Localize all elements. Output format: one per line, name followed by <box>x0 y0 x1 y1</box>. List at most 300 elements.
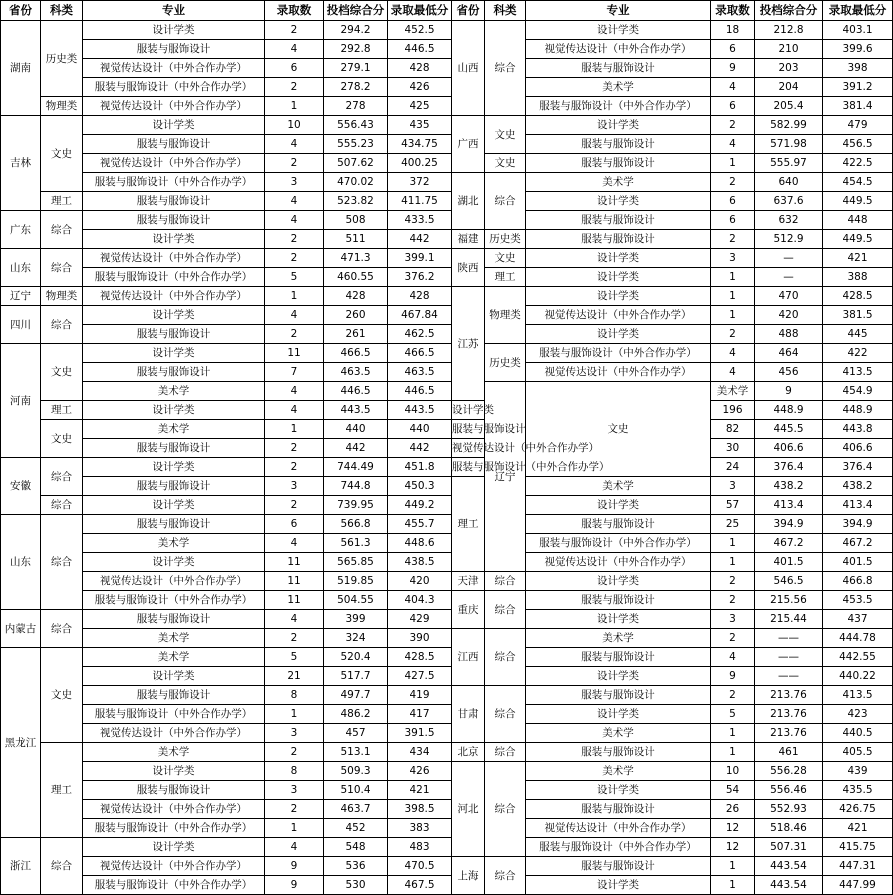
avg-score-cell: — <box>755 268 823 287</box>
avg-score-cell: 512.9 <box>755 230 823 249</box>
min-score-cell: 434 <box>388 743 452 762</box>
table-row <box>1 838 452 857</box>
admitted-count-cell: 2 <box>711 230 755 249</box>
avg-score-cell: 530 <box>324 876 388 895</box>
major-cell: 美术学 <box>83 534 265 553</box>
table-row <box>452 344 893 363</box>
min-score-cell: 413.5 <box>823 363 893 382</box>
min-score-cell: 448 <box>823 211 893 230</box>
admitted-count-cell: 4 <box>265 211 324 230</box>
min-score-cell: 466.8 <box>823 572 893 591</box>
min-score-cell: 381.4 <box>823 97 893 116</box>
major-cell: 服装与服饰设计 <box>526 686 711 705</box>
min-score-cell: 467.5 <box>388 876 452 895</box>
avg-score-cell: 456 <box>755 363 823 382</box>
admitted-count-cell: 1 <box>265 420 324 439</box>
major-cell: 设计学类 <box>526 705 711 724</box>
major-cell: 视觉传达设计（中外合作办学） <box>526 553 711 572</box>
major-cell: 服装与服饰设计（中外合作办学） <box>83 268 265 287</box>
category-cell: 综合 <box>485 743 526 762</box>
min-score-cell: 483 <box>388 838 452 857</box>
avg-score-cell: 428 <box>324 287 388 306</box>
avg-score-cell: 261 <box>324 325 388 344</box>
avg-score-cell: 561.3 <box>324 534 388 553</box>
category-cell: 理工 <box>41 743 83 838</box>
major-cell: 视觉传达设计（中外合作办学） <box>526 306 711 325</box>
category-cell: 理工 <box>452 477 485 572</box>
admitted-count-cell: 1 <box>265 705 324 724</box>
major-cell: 服装与服饰设计 <box>83 135 265 154</box>
major-cell: 服装与服饰设计 <box>83 192 265 211</box>
avg-score-cell: 454.9 <box>823 382 893 401</box>
min-score-cell: 398.5 <box>388 800 452 819</box>
category-cell: 文史 <box>485 249 526 268</box>
avg-score-cell: 511 <box>324 230 388 249</box>
major-cell: 服装与服饰设计（中外合作办学） <box>83 876 265 895</box>
category-cell: 文史 <box>41 116 83 192</box>
major-cell: 服装与服饰设计 <box>526 743 711 762</box>
header-row <box>452 1 893 21</box>
admitted-count-cell: 4 <box>265 382 324 401</box>
category-cell: 文史 <box>41 344 83 401</box>
major-cell: 美术学 <box>526 762 711 781</box>
admitted-count-cell: 3 <box>265 477 324 496</box>
province-cell: 辽宁 <box>485 382 526 572</box>
admitted-count-cell: 11 <box>265 344 324 363</box>
admitted-count-cell: 2 <box>711 591 755 610</box>
min-score-cell: 391.2 <box>823 78 893 97</box>
major-cell: 设计学类 <box>526 287 711 306</box>
admitted-count-cell: 24 <box>711 458 755 477</box>
avg-score-cell: 376.4 <box>755 458 823 477</box>
avg-score-cell: —— <box>755 648 823 667</box>
avg-score-cell: 466.5 <box>324 344 388 363</box>
min-score-cell: 421 <box>823 819 893 838</box>
min-score-cell: 404.3 <box>388 591 452 610</box>
major-cell: 服装与服饰设计 <box>83 40 265 59</box>
min-score-cell: 423 <box>823 705 893 724</box>
province-cell: 山西 <box>452 21 485 116</box>
major-cell: 视觉传达设计（中外合作办学） <box>83 724 265 743</box>
avg-score-cell: 520.4 <box>324 648 388 667</box>
avg-score-cell: 420 <box>755 306 823 325</box>
major-cell: 服装与服饰设计 <box>83 211 265 230</box>
min-score-cell: 399.1 <box>388 249 452 268</box>
min-score-cell: 439 <box>823 762 893 781</box>
min-score-cell: 425 <box>388 97 452 116</box>
major-cell: 设计学类 <box>526 572 711 591</box>
min-score-cell: 433.5 <box>388 211 452 230</box>
avg-score-cell: 739.95 <box>324 496 388 515</box>
avg-score-cell: 445.5 <box>755 420 823 439</box>
table-row <box>452 382 893 401</box>
major-cell: 视觉传达设计（中外合作办学） <box>526 40 711 59</box>
min-score-cell: 422.5 <box>823 154 893 173</box>
min-score-cell: 454.5 <box>823 173 893 192</box>
avg-score-cell: — <box>755 249 823 268</box>
min-score-cell: 449.2 <box>388 496 452 515</box>
admitted-count-cell: 2 <box>265 458 324 477</box>
major-cell: 服装与服饰设计（中外合作办学） <box>83 705 265 724</box>
header-category: 科类 <box>41 1 83 21</box>
province-cell: 天津 <box>452 572 485 591</box>
min-score-cell: 448.9 <box>823 401 893 420</box>
avg-score-cell: 213.76 <box>755 724 823 743</box>
avg-score-cell: 555.23 <box>324 135 388 154</box>
admitted-count-cell: 1 <box>711 876 755 895</box>
province-cell: 江苏 <box>452 287 485 401</box>
admitted-count-cell: 4 <box>711 344 755 363</box>
admitted-count-cell: 8 <box>265 686 324 705</box>
min-score-cell: 440.22 <box>823 667 893 686</box>
min-score-cell: 390 <box>388 629 452 648</box>
admitted-count-cell: 6 <box>265 59 324 78</box>
avg-score-cell: 294.2 <box>324 21 388 40</box>
min-score-cell: 442 <box>388 230 452 249</box>
major-cell: 服装与服饰设计 <box>452 420 485 439</box>
left-table-body <box>1 21 452 895</box>
admitted-count-cell: 3 <box>265 781 324 800</box>
table-row <box>452 743 893 762</box>
major-cell: 服装与服饰设计（中外合作办学） <box>83 591 265 610</box>
major-cell: 美术学 <box>526 78 711 97</box>
major-cell: 设计学类 <box>83 458 265 477</box>
major-cell: 服装与服饰设计 <box>526 135 711 154</box>
admitted-count-cell: 4 <box>265 135 324 154</box>
avg-score-cell: 513.1 <box>324 743 388 762</box>
min-score-cell: 446.5 <box>388 40 452 59</box>
province-cell: 广西 <box>452 116 485 173</box>
category-cell: 综合 <box>41 306 83 344</box>
admitted-count-cell: 4 <box>711 648 755 667</box>
table-row <box>1 21 452 40</box>
admitted-count-cell: 11 <box>265 553 324 572</box>
avg-score-cell: 443.54 <box>755 857 823 876</box>
category-cell: 综合 <box>485 21 526 116</box>
province-cell: 辽宁 <box>1 287 41 306</box>
min-score-cell: 442.55 <box>823 648 893 667</box>
admitted-count-cell: 3 <box>711 249 755 268</box>
major-cell: 视觉传达设计（中外合作办学） <box>83 249 265 268</box>
min-score-cell: 442 <box>388 439 452 458</box>
category-cell: 物理类 <box>41 287 83 306</box>
admitted-count-cell: 2 <box>711 686 755 705</box>
avg-score-cell: 565.85 <box>324 553 388 572</box>
min-score-cell: 445 <box>823 325 893 344</box>
avg-score-cell: 632 <box>755 211 823 230</box>
major-cell: 设计学类 <box>526 496 711 515</box>
admitted-count-cell: 25 <box>711 515 755 534</box>
major-cell: 设计学类 <box>526 249 711 268</box>
major-cell: 服装与服饰设计 <box>526 648 711 667</box>
avg-score-cell: 523.82 <box>324 192 388 211</box>
major-cell: 视觉传达设计（中外合作办学） <box>526 363 711 382</box>
avg-score-cell: 507.62 <box>324 154 388 173</box>
min-score-cell: 453.5 <box>823 591 893 610</box>
avg-score-cell: 508 <box>324 211 388 230</box>
major-cell: 设计学类 <box>526 610 711 629</box>
category-cell: 文史 <box>41 420 83 458</box>
admitted-count-cell: 6 <box>711 97 755 116</box>
min-score-cell: 376.4 <box>823 458 893 477</box>
table-row <box>1 458 452 477</box>
major-cell: 服装与服饰设计（中外合作办学） <box>526 534 711 553</box>
avg-score-cell: 446.5 <box>324 382 388 401</box>
table-row <box>1 648 452 667</box>
table-row <box>1 420 452 439</box>
avg-score-cell: 210 <box>755 40 823 59</box>
major-cell: 美术学 <box>83 648 265 667</box>
min-score-cell: 444.78 <box>823 629 893 648</box>
min-score-cell: 435.5 <box>823 781 893 800</box>
avg-score-cell: 215.56 <box>755 591 823 610</box>
min-score-cell: 394.9 <box>823 515 893 534</box>
min-score-cell: 429 <box>388 610 452 629</box>
province-cell: 甘肃 <box>452 686 485 743</box>
avg-score-cell: 279.1 <box>324 59 388 78</box>
avg-score-cell: 401.5 <box>755 553 823 572</box>
major-cell: 设计学类 <box>526 781 711 800</box>
avg-score-cell: 486.2 <box>324 705 388 724</box>
table-row <box>1 249 452 268</box>
admitted-count-cell: 5 <box>711 705 755 724</box>
major-cell: 设计学类 <box>83 230 265 249</box>
admitted-count-cell: 2 <box>265 325 324 344</box>
category-cell: 综合 <box>41 610 83 648</box>
major-cell: 设计学类 <box>83 116 265 135</box>
min-score-cell: 435 <box>388 116 452 135</box>
province-cell: 浙江 <box>1 838 41 895</box>
category-cell: 文史 <box>485 116 526 154</box>
admitted-count-cell: 1 <box>265 97 324 116</box>
min-score-cell: 411.75 <box>388 192 452 211</box>
table-row <box>1 97 452 116</box>
category-cell: 物理类 <box>41 97 83 116</box>
avg-score-cell: 546.5 <box>755 572 823 591</box>
category-cell: 综合 <box>485 686 526 743</box>
major-cell: 视觉传达设计（中外合作办学） <box>83 59 265 78</box>
major-cell: 设计学类 <box>83 838 265 857</box>
major-cell: 服装与服饰设计 <box>526 857 711 876</box>
table-row <box>1 306 452 325</box>
min-score-cell: 419 <box>388 686 452 705</box>
avg-score-cell: 260 <box>324 306 388 325</box>
major-cell: 服装与服饰设计 <box>83 610 265 629</box>
avg-score-cell: 556.43 <box>324 116 388 135</box>
admitted-count-cell: 2 <box>711 629 755 648</box>
admitted-count-cell: 8 <box>265 762 324 781</box>
major-cell: 设计学类 <box>526 667 711 686</box>
avg-score-cell: 637.6 <box>755 192 823 211</box>
avg-score-cell: 507.31 <box>755 838 823 857</box>
min-score-cell: 398 <box>823 59 893 78</box>
major-cell: 服装与服饰设计 <box>526 591 711 610</box>
major-cell: 视觉传达设计（中外合作办学） <box>526 819 711 838</box>
min-score-cell: 403.1 <box>823 21 893 40</box>
admitted-count-cell: 9 <box>265 876 324 895</box>
admitted-count-cell: 11 <box>265 572 324 591</box>
major-cell: 美术学 <box>83 382 265 401</box>
province-cell: 福建 <box>452 230 485 249</box>
major-cell: 设计学类 <box>83 344 265 363</box>
major-cell: 美术学 <box>526 629 711 648</box>
category-cell: 综合 <box>485 173 526 230</box>
avg-score-cell: 571.98 <box>755 135 823 154</box>
min-score-cell: 422 <box>823 344 893 363</box>
header-admitted: 录取数 <box>265 1 324 21</box>
avg-score-cell: 463.7 <box>324 800 388 819</box>
min-score-cell: 391.5 <box>388 724 452 743</box>
table-row <box>452 686 893 705</box>
min-score-cell: 438.5 <box>388 553 452 572</box>
table-row <box>1 344 452 363</box>
avg-score-cell: 413.4 <box>755 496 823 515</box>
admitted-count-cell: 1 <box>711 743 755 762</box>
major-cell: 服装与服饰设计 <box>526 154 711 173</box>
major-cell: 服装与服饰设计 <box>83 439 265 458</box>
category-cell: 综合 <box>41 249 83 287</box>
avg-score-cell: 488 <box>755 325 823 344</box>
min-score-cell: 470.5 <box>388 857 452 876</box>
min-score-cell: 455.7 <box>388 515 452 534</box>
min-score-cell: 449.5 <box>823 230 893 249</box>
min-score-cell: 452.5 <box>388 21 452 40</box>
avg-score-cell: 497.7 <box>324 686 388 705</box>
major-cell: 服装与服饰设计 <box>83 363 265 382</box>
admitted-count-cell: 196 <box>711 401 755 420</box>
min-score-cell: 466.5 <box>388 344 452 363</box>
major-cell: 服装与服饰设计 <box>526 211 711 230</box>
min-score-cell: 388 <box>823 268 893 287</box>
header-min-score: 录取最低分 <box>823 1 893 21</box>
table-row <box>452 154 893 173</box>
avg-score-cell: 470 <box>755 287 823 306</box>
province-cell: 河南 <box>1 344 41 458</box>
avg-score-cell: 213.76 <box>755 705 823 724</box>
admitted-count-cell: 2 <box>711 116 755 135</box>
avg-score-cell: 744.49 <box>324 458 388 477</box>
min-score-cell: 383 <box>388 819 452 838</box>
admitted-count-cell: 10 <box>711 762 755 781</box>
major-cell: 服装与服饰设计（中外合作办学） <box>83 173 265 192</box>
admitted-count-cell: 3 <box>711 477 755 496</box>
admitted-count-cell: 9 <box>755 382 823 401</box>
category-cell: 历史类 <box>41 21 83 97</box>
province-cell: 黑龙江 <box>1 648 41 838</box>
major-cell: 服装与服饰设计（中外合作办学） <box>452 458 485 477</box>
admitted-count-cell: 2 <box>265 78 324 97</box>
min-score-cell: 437 <box>823 610 893 629</box>
admitted-count-cell: 4 <box>711 78 755 97</box>
min-score-cell: 381.5 <box>823 306 893 325</box>
admitted-count-cell: 1 <box>265 287 324 306</box>
avg-score-cell: 463.5 <box>324 363 388 382</box>
category-cell: 综合 <box>41 496 83 515</box>
admitted-count-cell: 4 <box>265 192 324 211</box>
major-cell: 服装与服饰设计 <box>83 325 265 344</box>
category-cell: 综合 <box>485 572 526 591</box>
admitted-count-cell: 2 <box>711 572 755 591</box>
category-cell: 文史 <box>41 648 83 743</box>
major-cell: 服装与服饰设计 <box>83 477 265 496</box>
header-row <box>1 1 452 21</box>
avg-score-cell: 556.46 <box>755 781 823 800</box>
admitted-count-cell: 2 <box>265 743 324 762</box>
admitted-count-cell: 1 <box>265 819 324 838</box>
category-cell: 历史类 <box>485 230 526 249</box>
table-row <box>1 496 452 515</box>
avg-score-cell: 292.8 <box>324 40 388 59</box>
admitted-count-cell: 9 <box>711 667 755 686</box>
admitted-count-cell: 6 <box>711 40 755 59</box>
admitted-count-cell: 1 <box>711 553 755 572</box>
major-cell: 美术学 <box>526 477 711 496</box>
min-score-cell: 467.2 <box>823 534 893 553</box>
major-cell: 服装与服饰设计 <box>83 686 265 705</box>
admitted-count-cell: 1 <box>711 724 755 743</box>
min-score-cell: 420 <box>388 572 452 591</box>
major-cell: 设计学类 <box>526 876 711 895</box>
admitted-count-cell: 1 <box>711 287 755 306</box>
avg-score-cell: 556.28 <box>755 762 823 781</box>
category-cell: 理工 <box>41 192 83 211</box>
admitted-count-cell: 12 <box>711 838 755 857</box>
min-score-cell: 426 <box>388 78 452 97</box>
major-cell: 服装与服饰设计 <box>83 781 265 800</box>
category-cell: 综合 <box>41 458 83 496</box>
province-cell: 吉林 <box>1 116 41 211</box>
admitted-count-cell: 18 <box>711 21 755 40</box>
admitted-count-cell: 11 <box>265 591 324 610</box>
category-cell: 理工 <box>41 401 83 420</box>
major-cell: 设计学类 <box>83 496 265 515</box>
category-cell: 历史类 <box>485 344 526 382</box>
admitted-count-cell: 2 <box>265 629 324 648</box>
major-cell: 视觉传达设计（中外合作办学） <box>452 439 485 458</box>
table-row <box>452 268 893 287</box>
major-cell: 视觉传达设计（中外合作办学） <box>83 287 265 306</box>
header-category: 科类 <box>485 1 526 21</box>
avg-score-cell: 552.93 <box>755 800 823 819</box>
avg-score-cell: 442 <box>324 439 388 458</box>
avg-score-cell: 213.76 <box>755 686 823 705</box>
avg-score-cell: 204 <box>755 78 823 97</box>
header-major: 专业 <box>83 1 265 21</box>
min-score-cell: 438.2 <box>823 477 893 496</box>
table-row <box>1 610 452 629</box>
major-cell: 服装与服饰设计 <box>526 515 711 534</box>
avg-score-cell: 203 <box>755 59 823 78</box>
min-score-cell: 456.5 <box>823 135 893 154</box>
min-score-cell: 428.5 <box>823 287 893 306</box>
header-avg-score: 投档综合分 <box>755 1 823 21</box>
avg-score-cell: 517.7 <box>324 667 388 686</box>
category-cell: 文史 <box>526 382 711 477</box>
admitted-count-cell: 1 <box>711 306 755 325</box>
avg-score-cell: 470.02 <box>324 173 388 192</box>
admitted-count-cell: 2 <box>265 800 324 819</box>
avg-score-cell: 406.6 <box>755 439 823 458</box>
right-admission-table <box>451 0 893 895</box>
avg-score-cell: 443.5 <box>324 401 388 420</box>
province-cell: 山东 <box>1 515 41 610</box>
table-row <box>452 857 893 876</box>
avg-score-cell: 464 <box>755 344 823 363</box>
min-score-cell: 449.5 <box>823 192 893 211</box>
admitted-count-cell: 30 <box>711 439 755 458</box>
admitted-count-cell: 4 <box>265 534 324 553</box>
major-cell: 服装与服饰设计 <box>526 230 711 249</box>
